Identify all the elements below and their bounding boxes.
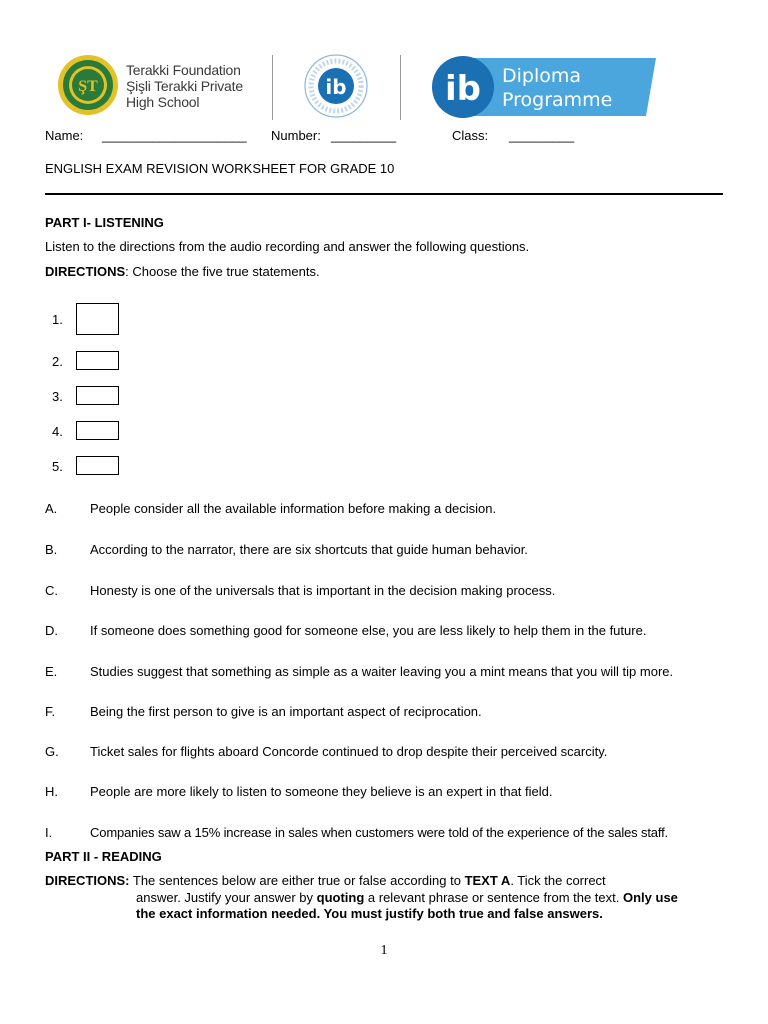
answer-box[interactable]	[76, 456, 119, 475]
school-name-line: Şişli Terakki Private	[126, 78, 243, 94]
part1-heading: PART I- LISTENING	[45, 215, 164, 230]
answer-box[interactable]	[76, 351, 119, 370]
school-seal-logo	[57, 54, 119, 116]
quoting-emphasis: quoting	[316, 890, 365, 905]
number-label: Number:	[271, 128, 321, 143]
ibdp-mark: ib	[445, 69, 481, 109]
part2-directions-line2	[136, 890, 678, 906]
header-divider	[272, 55, 273, 120]
statement-letter: C.	[45, 583, 58, 598]
directions-text: answer. Justify your answer by	[136, 890, 317, 905]
seal-initials: ŞT	[78, 78, 98, 95]
class-blank[interactable]: _________	[509, 128, 575, 143]
name-blank[interactable]: ____________________	[102, 128, 247, 143]
school-name-line: High School	[126, 94, 200, 110]
answer-box[interactable]	[76, 303, 119, 335]
statement-text: People are more likely to listen to someone they believe is an expert in that field.	[90, 784, 553, 799]
statement-letter: H.	[45, 784, 58, 799]
part2-heading: PART II - READING	[45, 849, 162, 864]
directions-text: The sentences below are either true or false according to	[129, 873, 465, 888]
header-divider	[400, 55, 401, 120]
directions-text: : Choose the five true statements.	[125, 264, 320, 279]
directions-text: . Tick the correct	[510, 873, 606, 888]
directions-label: DIRECTIONS:	[45, 873, 130, 888]
statement-text: According to the narrator, there are six shortcuts that guide human behavior.	[90, 542, 528, 557]
statement-text: Honesty is one of the universals that is important in the decision making process.	[90, 583, 556, 598]
statement-text: Companies saw a 15% increase in sales when customers were told of the experience of the sales staff.	[90, 825, 669, 840]
answer-box[interactable]	[76, 386, 119, 405]
class-label: Class:	[452, 128, 489, 143]
ib-diploma-programme-logo	[432, 54, 656, 120]
statement-letter: G.	[45, 744, 59, 759]
horizontal-rule	[45, 193, 723, 195]
school-name	[126, 62, 266, 110]
statement-text: Studies suggest that something as simple as a waiter leaving you a mint means that you will tip more.	[90, 664, 674, 679]
ib-seal-mark: ib	[325, 75, 347, 99]
statement-text: If someone does something good for someone else, you are less likely to help them in the future.	[90, 623, 647, 638]
answer-number: 4.	[52, 424, 63, 439]
statement-letter: I.	[45, 825, 53, 840]
statement-text: Being the first person to give is an important aspect of reciprocation.	[90, 704, 482, 719]
school-name-line: Terakki Foundation	[126, 62, 241, 78]
statement-letter: E.	[45, 664, 58, 679]
directions-text: a relevant phrase or sentence from the text.	[364, 890, 623, 905]
ib-world-school-seal	[304, 53, 368, 119]
programme-line: Programme	[502, 89, 613, 111]
statement-letter: D.	[45, 623, 58, 638]
worksheet-title: ENGLISH EXAM REVISION WORKSHEET FOR GRADE 10	[45, 161, 395, 176]
statement-letter: F.	[45, 704, 56, 719]
statement-letter: A.	[45, 501, 58, 516]
part1-directions	[45, 264, 320, 280]
answer-box[interactable]	[76, 421, 119, 440]
text-a-reference: TEXT A	[464, 873, 511, 888]
answer-number: 5.	[52, 459, 63, 474]
part1-instruction: Listen to the directions from the audio recording and answer the following questions.	[45, 239, 530, 254]
answer-number: 2.	[52, 354, 63, 369]
programme-line: Diploma	[502, 65, 582, 87]
name-label: Name:	[45, 128, 84, 143]
part2-directions-line3: the exact information needed. You must justify both true and false answers.	[136, 906, 603, 921]
statement-letter: B.	[45, 542, 58, 557]
page-number: 1	[380, 943, 388, 958]
statement-text: Ticket sales for flights aboard Concorde continued to drop despite their perceived scarcity.	[90, 744, 608, 759]
statement-text: People consider all the available information before making a decision.	[90, 501, 497, 516]
only-use-emphasis: Only use	[623, 890, 678, 905]
answer-number: 1.	[52, 312, 63, 327]
directions-label: DIRECTIONS	[45, 264, 126, 279]
part2-directions-line1	[45, 873, 606, 889]
answer-number: 3.	[52, 389, 63, 404]
number-blank[interactable]: _________	[331, 128, 397, 143]
